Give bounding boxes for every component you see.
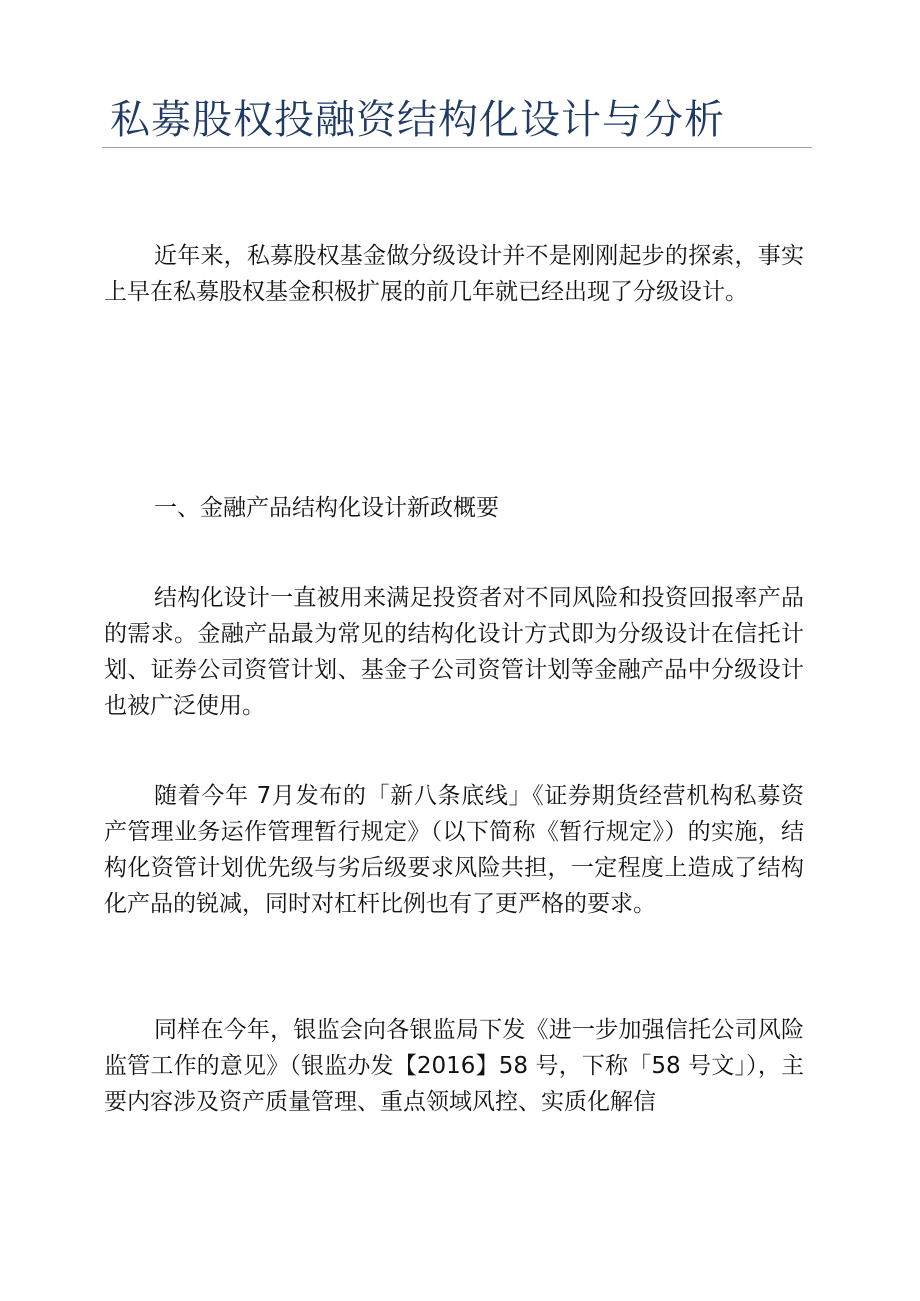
- paragraph-cbrc-opinion: 同样在今年，银监会向各银监局下发《进一步加强信托公司风险监管工作的意见》（银监办发【2016】58 号，下称「58 号文」），主要内容涉及资产质量管理、重点领域风控、实质化解信: [104, 1017, 804, 1115]
- document-title: 私募股权投融资结构化设计与分析: [110, 97, 725, 143]
- title-divider: [102, 147, 812, 148]
- paragraph-new-rules: 随着今年 7月发布的「新八条底线」《证券期货经营机构私募资产管理业务运作管理暂行规定》（以下简称《暂行规定》）的实施，结构化资管计划优先级与劣后级要求风险共担，一定程度上造成了结构化产品的锐减，同时对杠杆比例也有了更严格的要求。: [104, 783, 804, 917]
- paragraph-intro: 近年来，私募股权基金做分级设计并不是刚刚起步的探索，事实上早在私募股权基金积极扩展的前几年就已经出现了分级设计。: [104, 243, 804, 305]
- section-heading: 一、金融产品结构化设计新政概要: [154, 495, 499, 521]
- paragraph-structured-design: 结构化设计一直被用来满足投资者对不同风险和投资回报率产品的需求。金融产品最为常见的结构化设计方式即为分级设计在信托计划、证券公司资管计划、基金子公司资管计划等金融产品中分级设计也被广泛使用。: [104, 585, 804, 719]
